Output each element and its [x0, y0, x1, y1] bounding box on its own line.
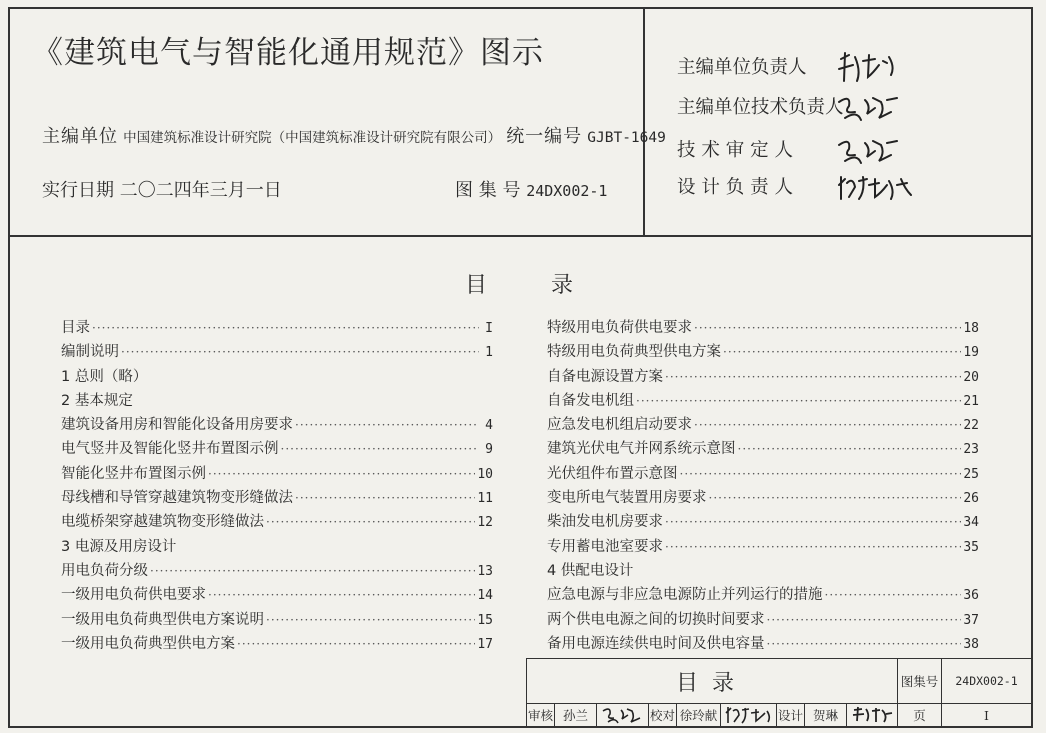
toc-entry: [547, 340, 979, 364]
toc-leader-dots: [121, 345, 479, 359]
toc-entry: [547, 413, 979, 437]
toc-right-column: [547, 316, 979, 656]
toc-entry-page: 21: [963, 393, 979, 409]
toc-entry: [547, 535, 979, 559]
toc-entry-page: 11: [477, 491, 493, 507]
toc-leader-dots: [266, 515, 475, 529]
toc-entry-title: 建筑设备用房和智能化设备用房要求: [61, 417, 293, 434]
signature-image: [835, 92, 905, 124]
toc-section-heading: [61, 389, 493, 413]
toc-entry: [547, 632, 979, 656]
toc-heading-char: 录: [551, 273, 574, 298]
responsible-role: 主编单位负责人: [677, 57, 807, 78]
toc-entry: [61, 462, 493, 486]
toc-leader-dots: [694, 321, 961, 335]
toc-entry-title: 专用蓄电池室要求: [547, 538, 663, 555]
toc-entry-page: 1: [485, 345, 493, 361]
toc-entry-page: 9: [485, 442, 493, 458]
toc-section-heading: [547, 559, 979, 583]
check-label: 校对: [649, 704, 677, 727]
toc-section-heading: [61, 365, 493, 389]
toc-entry: [547, 462, 979, 486]
toc-leader-dots: [825, 588, 962, 602]
check-name: 徐玲献: [677, 704, 721, 727]
toc-entry: [61, 559, 493, 583]
toc-entry-page: 15: [477, 612, 493, 628]
toc-entry-title: 母线槽和导管穿越建筑物变形缝做法: [61, 490, 293, 507]
toc-entry-title: 一级用电负荷供电要求: [61, 587, 206, 604]
atlas-label: 图 集 号: [455, 180, 521, 201]
toc-leader-dots: [208, 467, 475, 481]
signature-image: [835, 135, 905, 167]
toc-entry-title: 自备电源设置方案: [547, 368, 663, 385]
toc-entry-page: 37: [963, 612, 979, 628]
toc-entry-title: 用电负荷分级: [61, 562, 148, 579]
toc-entry-page: 17: [477, 636, 493, 652]
toc-leader-dots: [723, 345, 961, 359]
toc-entry-title: 一级用电负荷典型供电方案: [61, 635, 235, 652]
toc-heading-char: 目: [465, 273, 488, 298]
toc-entry-title: 1 总则（略）: [61, 368, 148, 385]
responsible-role: 技 术 审 定 人: [677, 140, 794, 161]
toc-entry: [61, 316, 493, 340]
toc-leader-dots: [767, 637, 962, 651]
toc-entry-page: 34: [963, 515, 979, 531]
date-value: 二〇二四年三月一日: [119, 180, 282, 201]
toc-entry-title: 应急发电机组启动要求: [547, 417, 692, 434]
toc-entry-title: 2 基本规定: [61, 392, 133, 409]
title-block-atlas-value: 24DX002-1: [942, 659, 1032, 704]
toc-leader-dots: [665, 515, 961, 529]
toc-entry: [61, 632, 493, 656]
design-label: 设计: [777, 704, 805, 727]
toc-entry-page: 18: [963, 321, 979, 336]
date-label: 实行日期: [42, 180, 114, 201]
header-divider: [10, 235, 1031, 237]
toc-entry: [547, 316, 979, 340]
toc-entry-title: 特级用电负荷供电要求: [547, 320, 692, 336]
toc-leader-dots: [281, 442, 480, 456]
toc-entry-page: 13: [477, 563, 493, 579]
toc-leader-dots: [680, 467, 962, 481]
toc-entry-title: 编制说明: [61, 344, 119, 361]
toc-entry: [547, 510, 979, 534]
toc-leader-dots: [150, 564, 475, 578]
toc-entry: [547, 608, 979, 632]
page-value: I: [942, 704, 1032, 727]
toc-entry-page: 38: [963, 636, 979, 652]
responsible-role: 设 计 负 责 人: [677, 177, 794, 198]
toc-leader-dots: [208, 588, 475, 602]
toc-entry: [547, 583, 979, 607]
toc-leader-dots: [665, 540, 961, 554]
signature-image: [835, 51, 905, 85]
toc-entry: [61, 413, 493, 437]
toc-entry: [61, 510, 493, 534]
toc-entry-title: 变电所电气装置用房要求: [547, 490, 707, 507]
signature-image: [850, 705, 894, 725]
toc-entry-page: 19: [963, 345, 979, 361]
review-signature: [597, 704, 649, 727]
toc-entry-page: 12: [477, 515, 493, 531]
editor-label: 主编单位: [42, 126, 118, 147]
toc-leader-dots: [92, 321, 479, 335]
toc-entry: [61, 340, 493, 364]
toc-entry-page: 23: [963, 442, 979, 458]
responsible-row: [677, 92, 905, 124]
toc-leader-dots: [665, 370, 961, 384]
toc-entry-page: 22: [963, 418, 979, 434]
toc-section-heading: [61, 535, 493, 559]
toc-leader-dots: [709, 491, 962, 505]
code-label: 统一编号: [506, 126, 583, 147]
toc-entry: [547, 365, 979, 389]
signature-image: [835, 173, 917, 203]
atlas-value: 24DX002-1: [526, 182, 608, 200]
toc-entry-title: 两个供电电源之间的切换时间要求: [547, 611, 765, 628]
toc-entry-page: 20: [963, 369, 979, 385]
toc-entry-page: 14: [477, 588, 493, 604]
code-value: GJBT-1649: [587, 130, 666, 146]
toc-entry: [61, 486, 493, 510]
review-label: 审核: [527, 704, 555, 727]
toc-heading: [465, 268, 573, 299]
check-signature: [721, 704, 777, 727]
toc-entry-title: 应急电源与非应急电源防止并列运行的措施: [547, 587, 823, 604]
date-row: [42, 176, 282, 202]
toc-entry: [61, 437, 493, 461]
toc-leader-dots: [738, 442, 962, 456]
toc-leader-dots: [295, 491, 475, 505]
toc-entry-page: 4: [485, 418, 493, 434]
review-name: 孙兰: [555, 704, 597, 727]
responsible-row: [677, 135, 905, 167]
editor-row: [42, 122, 666, 148]
book-title: 《建筑电气与智能化通用规范》图示: [32, 35, 544, 71]
toc-leader-dots: [237, 637, 475, 651]
toc-entry-title: 光伏组件布置示意图: [547, 465, 678, 482]
toc-entry-title: 一级用电负荷典型供电方案说明: [61, 611, 264, 628]
toc-leader-dots: [767, 613, 962, 627]
toc-leader-dots: [636, 394, 961, 408]
signature-image: [600, 705, 646, 725]
toc-entry-page: 36: [963, 588, 979, 604]
toc-entry: [547, 486, 979, 510]
toc-entry-title: 目录: [61, 320, 90, 336]
toc-entry: [61, 608, 493, 632]
toc-entry-page: I: [485, 321, 493, 336]
toc-entry-page: 26: [963, 491, 979, 507]
toc-entry-title: 建筑光伏电气并网系统示意图: [547, 441, 736, 458]
responsible-row: [677, 51, 905, 85]
title-block-title: 目录: [527, 659, 898, 704]
toc-entry-page: 25: [963, 466, 979, 482]
toc-entry: [547, 389, 979, 413]
toc-leader-dots: [694, 418, 961, 432]
toc-left-column: [61, 316, 493, 656]
toc-entry-page: 35: [963, 539, 979, 555]
toc-entry-title: 电气竖井及智能化竖井布置图示例: [61, 441, 279, 458]
toc-entry-title: 4 供配电设计: [547, 562, 634, 579]
toc-entry-title: 自备发电机组: [547, 392, 634, 409]
design-name: 贺琳: [805, 704, 847, 727]
toc-entry-page: 10: [477, 466, 493, 482]
title-block: [526, 658, 1032, 727]
toc-entry-title: 备用电源连续供电时间及供电容量: [547, 635, 765, 652]
responsible-row: [677, 173, 917, 203]
design-signature: [847, 704, 898, 727]
toc-leader-dots: [266, 613, 475, 627]
atlas-row: [455, 176, 607, 202]
toc-entry-title: 3 电源及用房设计: [61, 538, 177, 555]
toc-entry-title: 柴油发电机房要求: [547, 514, 663, 531]
toc-entry: [61, 583, 493, 607]
responsible-role: 主编单位技术负责人: [677, 97, 844, 118]
toc-leader-dots: [295, 418, 479, 432]
title-block-atlas-label: 图集号: [898, 659, 942, 704]
drawing-sheet: [8, 7, 1033, 728]
page-label: 页: [898, 704, 942, 727]
toc-entry: [547, 437, 979, 461]
toc-entry-title: 特级用电负荷典型供电方案: [547, 344, 721, 361]
toc-entry-title: 智能化竖井布置图示例: [61, 465, 206, 482]
editor-value: 中国建筑标准设计研究院（中国建筑标准设计研究院有限公司）: [123, 130, 502, 146]
toc-entry-title: 电缆桥架穿越建筑物变形缝做法: [61, 514, 264, 531]
signature-image: [723, 705, 775, 725]
